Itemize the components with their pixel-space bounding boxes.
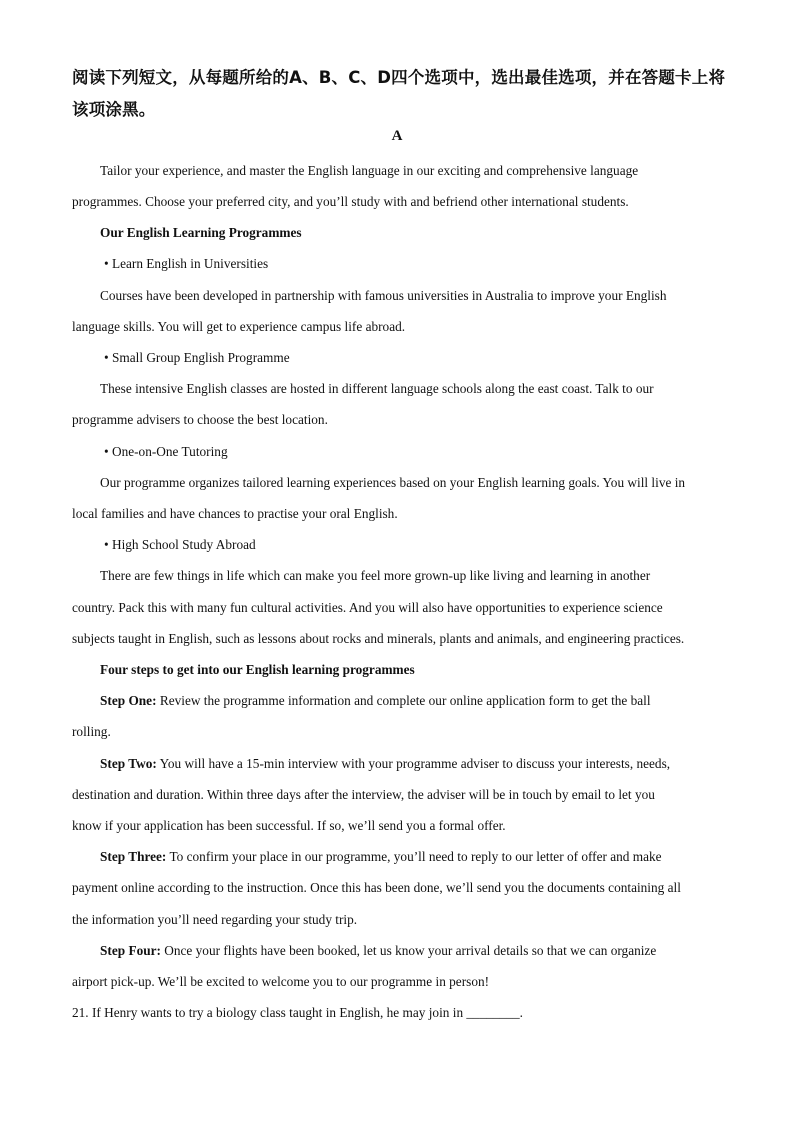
programme-text-line: Our programme organizes tailored learning experiences based on your English learning goals. You will live in [100,475,686,490]
programme-title: • One-on-One Tutoring [104,444,228,459]
step-line: payment online according to the instruction. Once this has been done, we’ll send you the documents containing all [72,880,681,895]
programme-title: • Small Group English Programme [104,350,290,365]
step-line: destination and duration. Within three days after the interview, the adviser will be in touch by email to let you [72,787,655,802]
step-text: Once your flights have been booked, let us know your arrival details so that we can organize [160,943,657,958]
steps-heading: Four steps to get into our English learning programmes [100,662,415,677]
programme-text-line: country. Pack this with many fun cultural activities. And you will also have opportunities to experience science [72,600,663,615]
step-label: Step Three: [100,849,167,864]
step-text: Review the programme information and complete our online application form to get the ball [156,693,651,708]
intro-line: Tailor your experience, and master the English language in our exciting and comprehensive language [100,163,639,178]
programme-text-line: language skills. You will get to experience campus life abroad. [72,319,406,334]
step-line: know if your application has been successful. If so, we’ll send you a formal offer. [72,818,506,833]
programme-text-line: subjects taught in English, such as lessons about rocks and minerals, plants and animals, and engineering practices. [72,631,685,646]
step-line: the information you’ll need regarding your study trip. [72,912,358,927]
section-heading: A [391,128,403,144]
step-line [100,847,662,867]
programme-title: • High School Study Abroad [104,537,256,552]
step-label: Step Four: [100,943,161,958]
step-text: To confirm your place in our programme, you’ll need to reply to our letter of offer and make [166,849,662,864]
step-text: You will have a 15-min interview with your programme adviser to discuss your interests, needs, [156,756,671,771]
step-label: Step Two: [100,756,157,771]
programme-text-line: local families and have chances to practise your oral English. [72,506,398,521]
instruction-text: 阅读下列短文，从每题所给的A、B、C、D四个选项中，选出最佳选项，并在答题卡上将该项涂黑。 [72,68,726,119]
question-21: 21. If Henry wants to try a biology class taught in English, he may join in ________. [72,1005,523,1020]
programmes-heading: Our English Learning Programmes [100,225,302,240]
programme-title: • Learn English in Universities [104,256,269,271]
programme-text-line: programme advisers to choose the best location. [72,412,328,427]
intro-line: programmes. Choose your preferred city, and you’ll study with and befriend other international students. [72,194,629,209]
programme-text-line: These intensive English classes are hosted in different language schools along the east coast. Talk to our [100,381,654,396]
step-line [100,691,651,711]
programme-text-line: There are few things in life which can make you feel more grown-up like living and learning in another [100,568,651,583]
programme-text-line: Courses have been developed in partnership with famous universities in Australia to improve your English [100,288,667,303]
step-line: rolling. [72,724,111,739]
step-label: Step One: [100,693,157,708]
step-line: airport pick-up. We’ll be excited to welcome you to our programme in person! [72,974,490,989]
step-line [100,941,656,961]
step-line [100,754,670,774]
